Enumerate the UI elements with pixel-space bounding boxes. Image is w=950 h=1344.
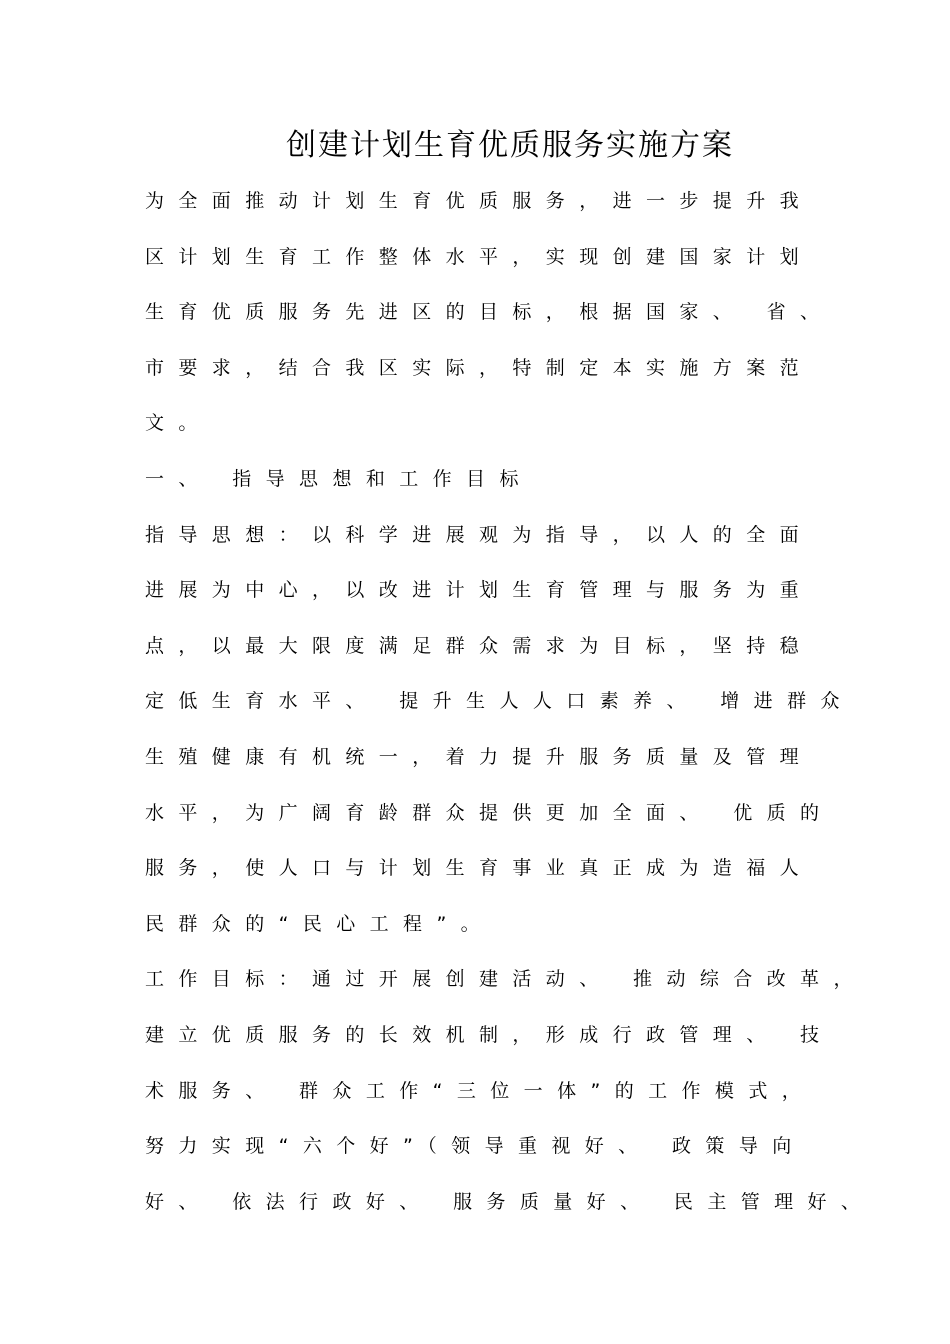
text-line: 服务，使人口与计划生育事业真正成为造福人 [145,857,814,880]
text-line: 工作目标：通过开展创建活动、 推动综合改革， [145,968,867,991]
text-line: 指导思想：以科学进展观为指导，以人的全面 [145,523,814,546]
text-line: 为全面推动计划生育优质服务，进一步提升我 [145,190,814,212]
text-line: 努力实现“六个好”（领导重视好、 政策导向 [145,1135,806,1158]
section-heading: 一、 指导思想和工作目标 [145,467,533,490]
text-line: 生育优质服务先进区的目标，根据国家、 省、 [145,301,834,324]
text-line: 区计划生育工作整体水平，实现创建国家计划 [145,245,814,268]
text-line: 进展为中心，以改进计划生育管理与服务为重 [145,579,814,602]
document-title: 创建计划生育优质服务实施方案 [286,128,734,163]
document-body [145,183,875,1239]
text-line: 定低生育水平、 提升生人人口素养、 增进群众 [145,690,854,713]
text-line: 好、 依法行政好、 服务质量好、 民主管理好、 [145,1190,875,1213]
text-line: 市要求，结合我区实际，特制定本实施方案范 [145,356,814,379]
text-line: 文。 [145,412,212,435]
text-line: 术服务、 群众工作“三位一体”的工作模式， [145,1079,816,1102]
text-line: 民群众的“民心工程”。 [145,912,495,935]
text-line: 点，以最大限度满足群众需求为目标，坚持稳 [145,634,814,657]
text-line: 水平，为广阔育龄群众提供更加全面、 优质的 [145,801,834,824]
text-line: 建立优质服务的长效机制，形成行政管理、 技 [145,1023,834,1046]
text-line: 生殖健康有机统一，着力提升服务质量及管理 [145,745,814,768]
